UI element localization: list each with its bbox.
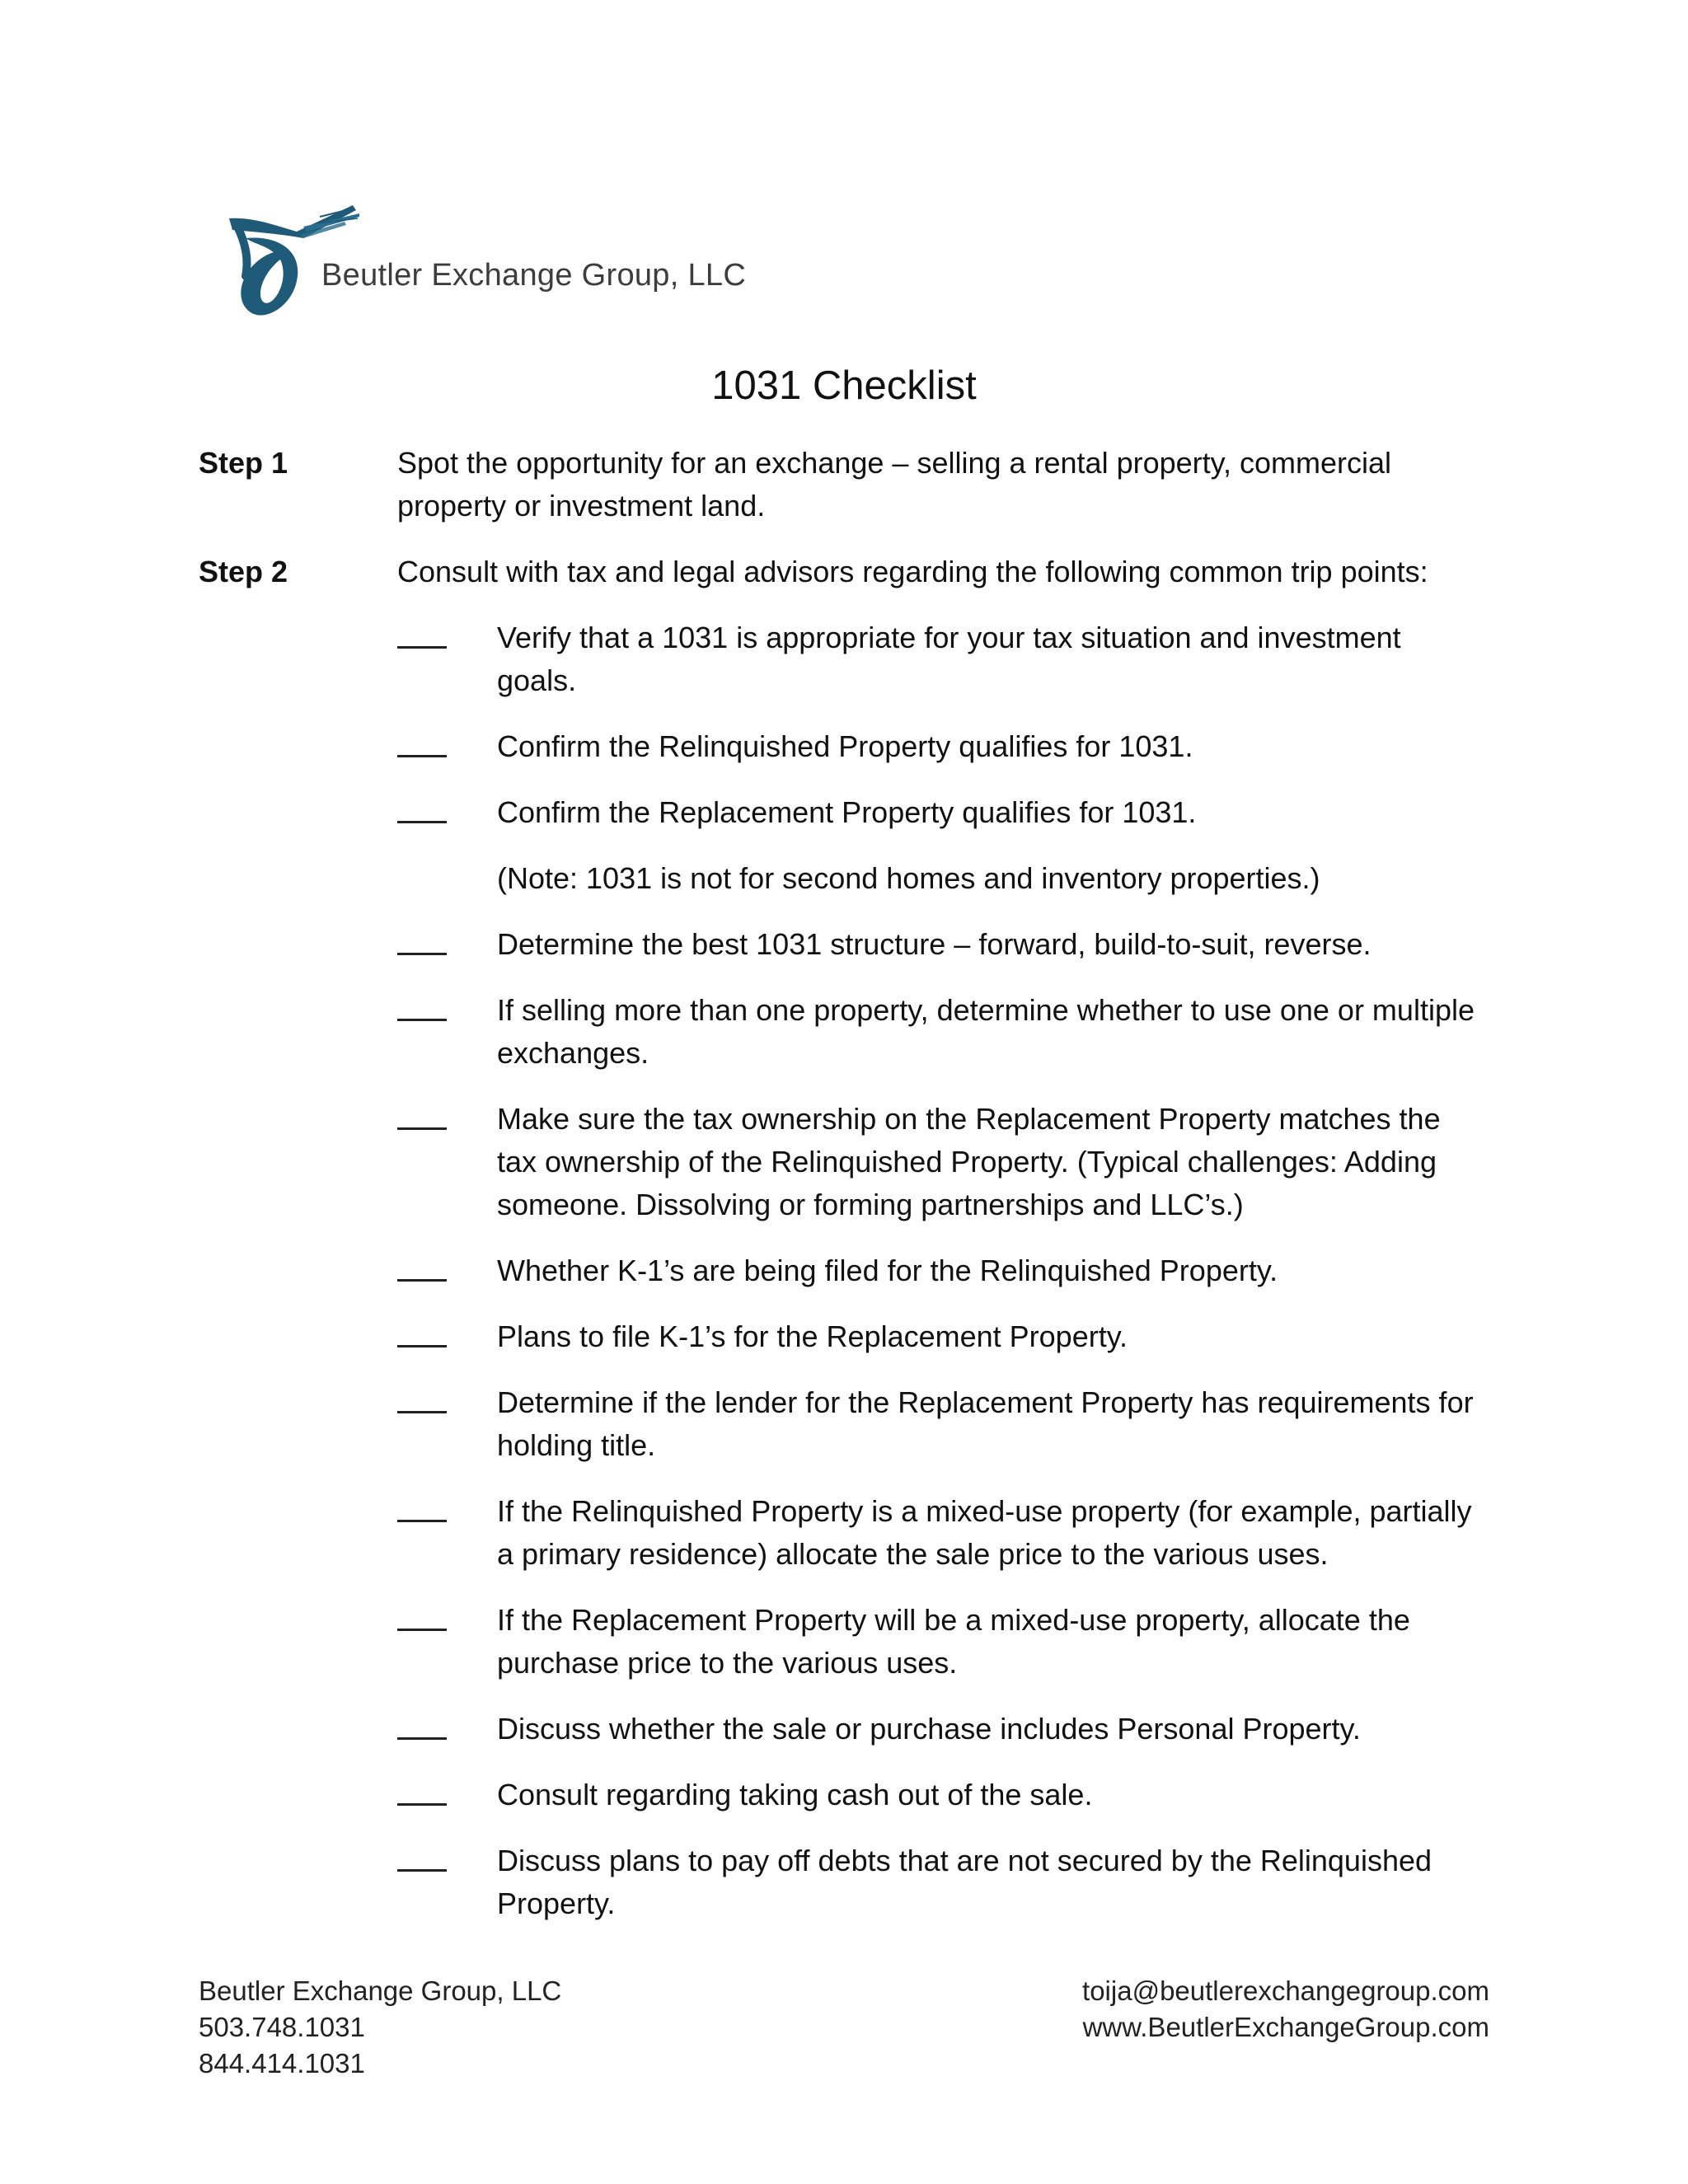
checklist-item — [397, 1599, 1502, 1685]
checkbox-blank-line[interactable] — [397, 1279, 447, 1282]
checklist-item — [397, 1315, 1502, 1358]
company-logo — [221, 202, 765, 326]
logo-company-name: Beutler Exchange Group, LLC — [321, 258, 747, 293]
checklist-item — [397, 1249, 1502, 1292]
checkbox-blank-line[interactable] — [397, 1869, 447, 1872]
checkbox-blank-line[interactable] — [397, 953, 447, 955]
checklist-item-text: Consult regarding taking cash out of the sale. — [497, 1778, 1093, 1811]
checkbox-blank-line[interactable] — [397, 755, 447, 757]
checklist-item — [397, 616, 1502, 702]
checklist-note-text: (Note: 1031 is not for second homes and inventory properties.) — [497, 861, 1320, 895]
step-label: Step 1 — [199, 446, 288, 480]
checkbox-blank-line[interactable] — [397, 1127, 447, 1130]
checkbox-blank-line[interactable] — [397, 1629, 447, 1631]
footer-website-link[interactable]: www.BeutlerExchangeGroup.com — [1082, 2012, 1489, 2042]
footer-phone-1: 503.748.1031 — [199, 2012, 365, 2042]
step-label: Step 2 — [199, 555, 288, 588]
checklist-item — [397, 1708, 1502, 1750]
step-text: Consult with tax and legal advisors regarding the following common trip points: — [397, 555, 1428, 588]
checkbox-blank-line[interactable] — [397, 1520, 447, 1522]
checklist-item-text: Discuss whether the sale or purchase includes Personal Property. — [497, 1712, 1361, 1746]
checkbox-blank-line[interactable] — [397, 1411, 447, 1413]
checklist-item — [397, 1098, 1502, 1226]
checklist-item — [397, 923, 1502, 966]
checklist-item-text: Plans to file K-1’s for the Replacement Property. — [497, 1319, 1128, 1353]
checklist-item — [397, 1774, 1502, 1816]
footer-phone-2: 844.414.1031 — [199, 2048, 365, 2079]
checkbox-blank-line[interactable] — [397, 1737, 447, 1740]
checklist-item-text: If the Replacement Property will be a mixed-use property, allocate the purchase price to the various uses. — [497, 1603, 1410, 1680]
checklist-item-text: Determine if the lender for the Replacement Property has requirements for holding title. — [497, 1385, 1474, 1462]
checklist — [397, 616, 1502, 1948]
page-title: 1031 Checklist — [711, 363, 977, 408]
checkbox-blank-line[interactable] — [397, 646, 447, 649]
checklist-note — [397, 857, 1502, 900]
checklist-item-text: Confirm the Relinquished Property qualifies for 1031. — [497, 729, 1193, 763]
checkbox-blank-line[interactable] — [397, 821, 447, 823]
checklist-item-text: Discuss plans to pay off debts that are not secured by the Relinquished Property. — [497, 1844, 1432, 1920]
checklist-item-text: Verify that a 1031 is appropriate for your tax situation and investment goals. — [497, 621, 1401, 697]
footer-contact-right — [1082, 1973, 1489, 2046]
checklist-item — [397, 791, 1502, 834]
checklist-item-text: Confirm the Replacement Property qualifies for 1031. — [497, 795, 1197, 829]
checkbox-blank-line[interactable] — [397, 1019, 447, 1021]
footer-email-link[interactable]: toija@beutlerexchangegroup.com — [1082, 1975, 1489, 2006]
checklist-item — [397, 989, 1502, 1075]
checklist-item-text: Make sure the tax ownership on the Replacement Property matches the tax ownership of the Relinquished Property. (Typical challenges: Adding someone. Dissolving or forming partnerships and LLC’s.) — [497, 1102, 1441, 1221]
step-text: Spot the opportunity for an exchange – selling a rental property, commercial property or investment land. — [397, 446, 1391, 523]
footer-company-name: Beutler Exchange Group, LLC — [199, 1975, 562, 2006]
checklist-item-text: If selling more than one property, determine whether to use one or multiple exchanges. — [497, 993, 1475, 1070]
checklist-item — [397, 725, 1502, 768]
checklist-item — [397, 1840, 1502, 1925]
checkbox-blank-line[interactable] — [397, 1803, 447, 1806]
checklist-item-text: If the Relinquished Property is a mixed-use property (for example, partially a primary residence) allocate the sale price to the various uses. — [497, 1494, 1472, 1571]
checklist-item — [397, 1381, 1502, 1467]
checklist-item — [397, 1490, 1502, 1576]
checkbox-blank-line[interactable] — [397, 1345, 447, 1347]
footer-contact-left — [199, 1973, 561, 2082]
checklist-item-text: Determine the best 1031 structure – forward, build-to-suit, reverse. — [497, 927, 1372, 961]
checklist-item-text: Whether K-1’s are being filed for the Relinquished Property. — [497, 1254, 1278, 1287]
